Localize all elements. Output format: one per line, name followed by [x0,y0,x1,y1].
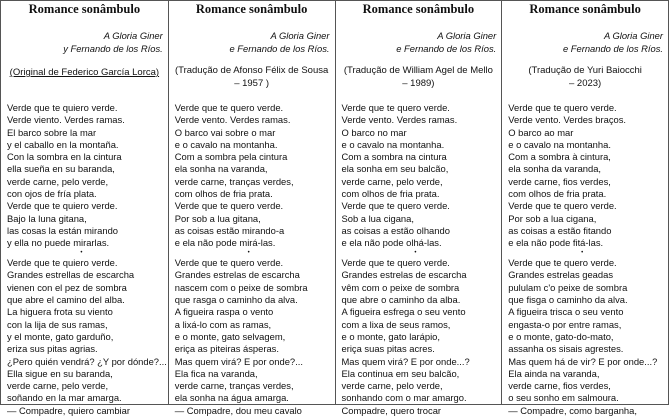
column-title: Romance sonâmbulo [28,2,141,16]
attribution-line: (Tradução de Yuri Baiocchi [528,65,642,76]
dedication [13,29,163,55]
verse-line: Sob a lua cigana, [341,212,414,224]
verse-line: O barco vai sobre o mar [174,126,276,138]
dedication [346,29,496,55]
verse-line: — Compadre, como barganha, [508,404,637,416]
dedication-line: e Fernando de los Ríos. [396,43,497,55]
attribution-line: (Original de Federico García Lorca) [9,67,160,78]
verse-line: sonhando com o mar amargo. [341,392,467,404]
attribution [173,65,331,90]
attribution [5,67,164,80]
verse-line: verde carne, tranças verdes, [174,175,294,187]
verse-line: ela sonha em seu balcão, [341,163,449,175]
poem-verses [175,102,333,417]
stanza-separator: • [247,249,250,256]
verse-line: verde carne, pelo verde, [341,175,443,187]
verse-line: Por sob a lua cigana, [508,212,597,224]
attribution-line: – 1957 ) [234,77,270,89]
verse-line: Verde que te quero verde. [174,102,284,113]
verse-line: verde carne, tranças verdes, [174,380,294,392]
verse-line: Verde que te quiero verde. [7,102,118,113]
verse-line: com olhos de fria prata. [508,188,607,200]
verse-line: A figueira trisca o seu vento [508,306,624,318]
dedication-line: A Gloria Giner [270,30,330,41]
verse-line: La higuera frota su viento [7,306,113,318]
verse-line: Ela fica na varanda, [174,367,258,379]
verse-line: Verde viento. Verdes ramas. [7,114,125,126]
verse-line: Com a sombra à cintura, [508,151,611,163]
verse-line: con ojos de fría plata. [7,188,97,200]
verse-line: nascem com o peixe de sombra [174,281,308,293]
attribution [340,65,498,90]
verse-line: y ella no puede mirarlas. [7,237,110,249]
verse-line: Grandes estrelas de escarcha [341,269,467,281]
dedication [180,29,330,55]
poem-verses [508,102,666,417]
verse-line: a lixá-lo com as ramas, [174,318,272,330]
verse-line: Verde que te quero verde. [508,257,617,269]
verse-line: as coisas a estão fitando [508,224,612,236]
verse-line: las cosas la están mirando [7,224,118,236]
verse-line: El barco sobre la mar [7,126,97,138]
verse-line: verde carne, fios verdes, [508,175,611,187]
verse-line: y el caballo en la montaña. [7,138,119,150]
verse-line: Verde que te quiero verde. [7,257,118,269]
verse-line: — Compadre, quiero cambiar [7,404,130,416]
column-title: Romance sonâmbulo [195,2,308,16]
verse-line: Ela continua em seu balcão, [341,367,460,379]
verse-line: Com a sombra na cintura [341,151,447,163]
verse-line: Con la sombra en la cintura [7,151,122,163]
verse-line: Verde que te quero verde. [341,257,450,269]
verse-line: verde carne, pelo verde, [341,380,443,392]
verse-line: Grandes estrellas de escarcha [7,269,135,281]
verse-line: Verde que te quero verde. [174,200,284,212]
verse-line: Grandes estrelas de escarcha [174,269,300,281]
verse-line: Mas quem virá? E por onde...? [341,355,470,367]
verse-line: Compadre, quero trocar [341,404,442,416]
verse-line: que fisga o caminho da alva. [508,294,628,306]
verse-line: com olhos de fria prata. [341,188,440,200]
dedication-line: A Gloria Giner [603,30,663,41]
poem-verses [342,102,500,417]
verse-line: e ela não pode olhá-las. [341,237,442,249]
attribution-line: (Tradução de William Agel de Mello [343,65,493,76]
column-translation-mello [335,1,502,416]
verse-line: as coisas estão mirando-a [174,224,285,236]
verse-line: Bajo la luna gitana, [7,212,87,224]
verse-line: con la lija de sus ramas, [7,318,108,330]
verse-line: Grandes estrelas geadas [508,269,614,281]
poem-verses [7,102,166,417]
verse-line: com a lixa de seus ramos, [341,318,451,330]
verse-line: Verde que te quiero verde. [7,200,118,212]
verse-line: vienen con el pez de sombra [7,281,127,293]
stanza-separator: • [80,249,83,256]
verse-line: soñando en la mar amarga. [7,392,122,404]
verse-line: verde carne, pelo verde, [7,175,109,187]
attribution-line: – 1989) [402,77,435,89]
verse-line: Verde que te quero verde. [341,200,450,212]
verse-line: verde carne, pelo verde, [7,380,109,392]
verse-line: Mas quem virá? E por onde?... [174,355,303,367]
verse-line: e ela não pode mirá-las. [174,237,276,249]
verse-line: que rasga o caminho da alva. [174,294,298,306]
verse-line: eriza sus pitas agrias. [7,343,98,355]
verse-line: o seu sonho em salmoura. [508,392,619,404]
dedication-line: A Gloria Giner [437,30,497,41]
stanza-separator: • [581,249,584,256]
verse-line: Verde vento. Verdes ramas. [174,114,291,126]
verse-line: ela sonha da varanda, [508,163,602,175]
verse-line: e o cavalo na montanha. [508,138,611,150]
column-title: Romance sonâmbulo [529,2,641,16]
verse-line: eriça suas pitas acres. [341,343,435,355]
verse-line: — Compadre, dou meu cavalo [174,404,302,416]
verse-line: ¿Pero quién vendrá? ¿Y por dónde?... [7,355,167,367]
verse-line: e o monte, gato-do-mato, [508,330,614,342]
verse-line: Por sob a lua gitana, [174,212,261,224]
verse-line: eriça as piteiras ásperas. [174,343,279,355]
verse-line: O barco ao mar [508,126,574,138]
verse-line: Verde vento. Verdes braços. [508,114,627,126]
attribution [506,65,664,90]
verse-line: pululam c'o peixe de sombra [508,281,628,293]
column-title: Romance sonâmbulo [362,2,475,16]
verse-line: verde carne, fios verdes, [508,380,611,392]
dedication-line: e Fernando de los Ríos. [562,43,663,55]
verse-line: e o cavalo na montanha. [174,138,278,150]
verse-line: vêm com o peixe de sombra [341,281,460,293]
verse-line: ela sonha na varanda, [174,163,268,175]
verse-line: Verde que te quero verde. [508,200,617,212]
attribution-line: – 2023) [569,77,602,89]
column-original [1,1,168,416]
column-translation-sousa [168,1,335,416]
verse-line: Ella sigue en su baranda, [7,367,113,379]
verse-line: Verde que te quero verde. [508,102,617,113]
verse-line: e ela não pode fitá-las. [508,237,604,249]
verse-line: Com a sombra pela cintura [174,151,288,163]
dedication-line: A Gloria Giner [103,30,163,41]
verse-line: Verde que te quero verde. [341,102,450,113]
verse-line: as coisas a estão olhando [341,224,450,236]
verse-line: com olhos de fria prata. [174,188,273,200]
verse-line: Verde que te quero verde. [174,257,284,269]
verse-line: ella sueña en su baranda, [7,163,115,175]
stanza-separator: • [414,249,417,256]
column-translation-baiocchi [501,1,668,416]
verse-line: que abre o caminho da alba. [341,294,461,306]
attribution-line: (Tradução de Afonso Félix de Sousa [174,65,329,76]
verse-line: Verde vento. Verdes ramas. [341,114,458,126]
verse-line: y el monte, gato garduño, [7,330,114,342]
verse-line: assanha os sisais agrestes. [508,343,624,355]
verse-line: A figueira esfrega o seu vento [341,306,466,318]
verse-line: que abre el camino del alba. [7,294,125,306]
verse-line: A figueira raspa o vento [174,306,274,318]
verse-line: engasta-o por entre ramas, [508,318,622,330]
verse-line: ela sonha na água amarga. [174,392,289,404]
verse-line: e o monte, gato selvagem, [174,330,286,342]
dedication-line: e Fernando de los Ríos. [229,43,330,55]
dedication [513,29,663,55]
verse-line: O barco no mar [341,126,407,138]
verse-line: Ela ainda na varanda, [508,367,600,379]
verse-line: Mas quem há de vir? E por onde...? [508,355,658,367]
verse-line: e o cavalo na montanha. [341,138,445,150]
verse-line: e o monte, gato larápio, [341,330,441,342]
dedication-line: y Fernando de los Ríos. [63,43,163,55]
